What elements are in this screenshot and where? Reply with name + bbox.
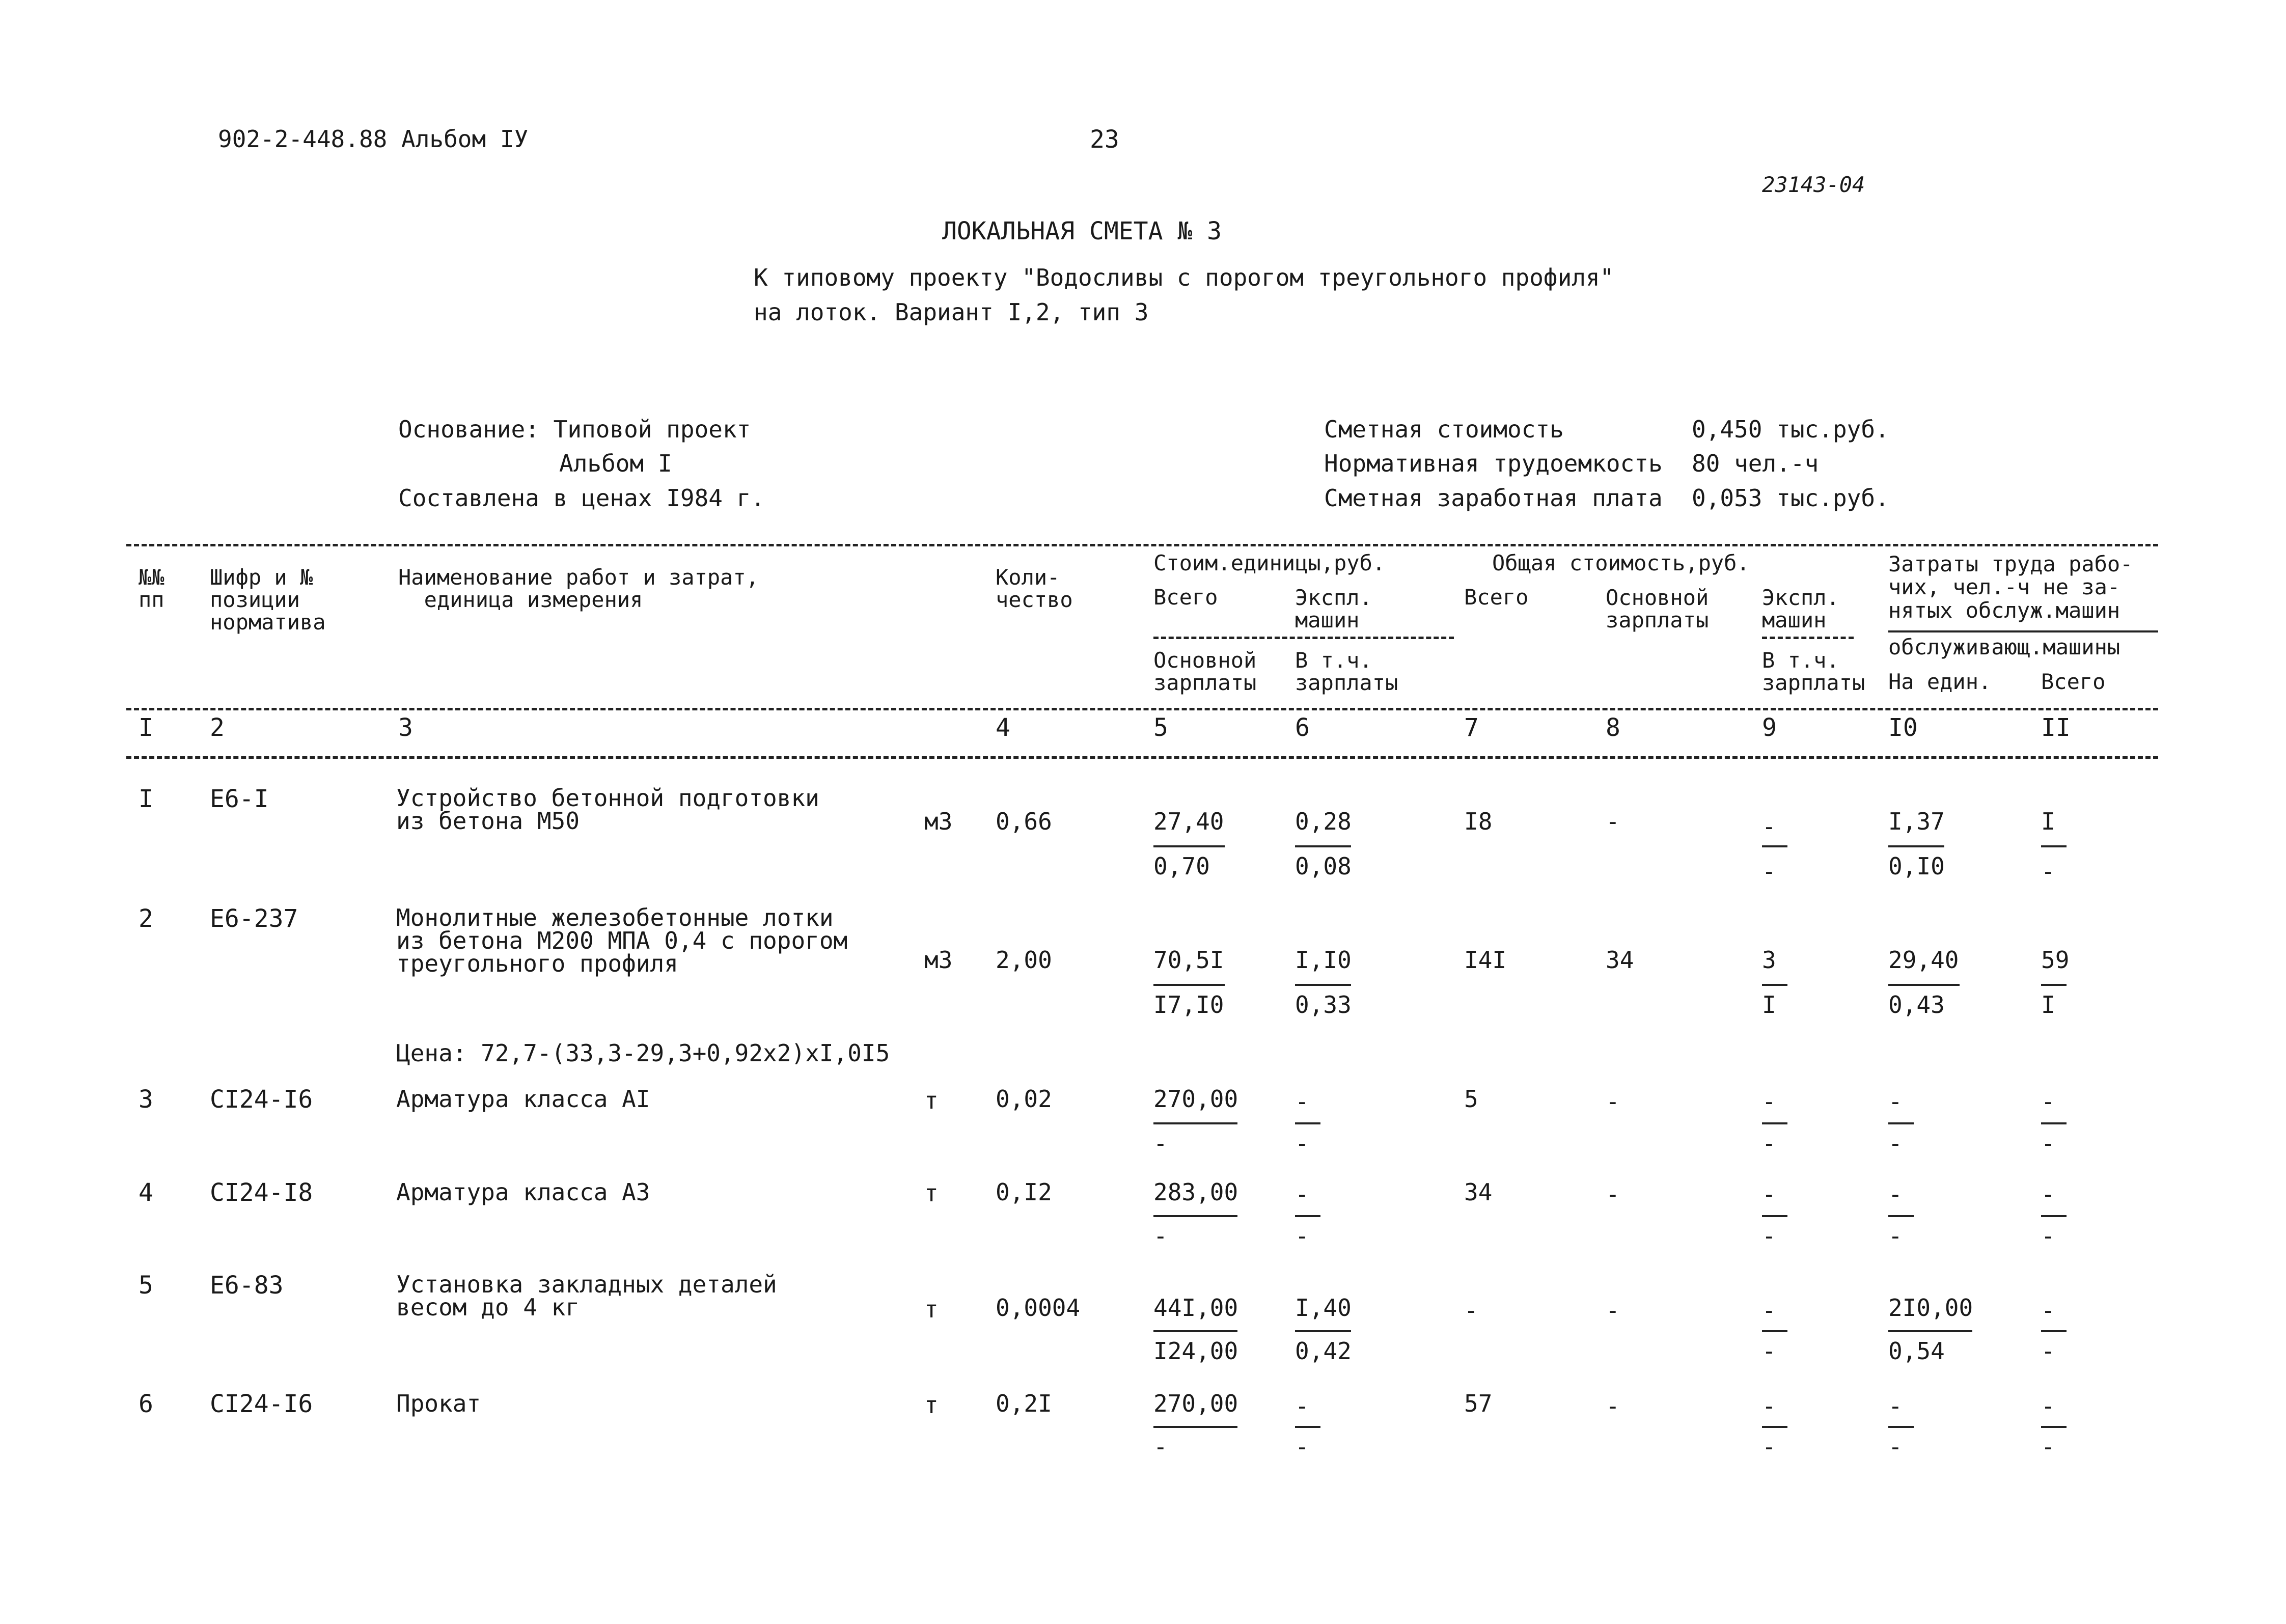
th-unit-cost-group: Стоим.единицы,руб. bbox=[1153, 550, 1386, 575]
header-bottom-rule bbox=[126, 756, 2158, 759]
fraction-bar bbox=[1762, 845, 1787, 847]
page-number: 23 bbox=[1090, 125, 1119, 154]
col-number: 4 bbox=[996, 713, 1010, 742]
wage-label: Сметная заработная плата bbox=[1324, 484, 1663, 512]
unit-cost-wage: I7,I0 bbox=[1153, 991, 1224, 1019]
cost-value: 0,450 тыс.руб. bbox=[1692, 416, 1889, 443]
fraction-bar bbox=[1888, 1122, 1914, 1124]
th-total-base-wage: Основной зарплаты bbox=[1606, 585, 1709, 633]
estimate-title: ЛОКАЛЬНАЯ СМЕТА № 3 bbox=[942, 217, 1222, 245]
total-machine-wage: - bbox=[1762, 1337, 1776, 1365]
labor-per-unit: 2I0,00 bbox=[1888, 1294, 1973, 1322]
total-machine-cost: - bbox=[1762, 1088, 1776, 1115]
header-top-rule bbox=[126, 544, 2158, 546]
unit-cost-wage: 0,70 bbox=[1153, 852, 1210, 880]
col-number: 8 bbox=[1606, 713, 1620, 742]
col-number: 6 bbox=[1295, 713, 1310, 742]
unit: т bbox=[924, 1296, 939, 1323]
fraction-bar bbox=[1888, 984, 1960, 986]
total-machine-cost: 3 bbox=[1762, 946, 1776, 974]
header-mid-rule-9 bbox=[1762, 637, 1854, 639]
total-base-wage: - bbox=[1606, 1297, 1620, 1324]
unit-machine-cost: I,40 bbox=[1295, 1294, 1352, 1322]
th-work-name: Наименование работ и затрат, единица измерения bbox=[398, 565, 759, 613]
th-total-cost-group: Общая стоимость,руб. bbox=[1492, 550, 1750, 575]
unit: т bbox=[924, 1087, 939, 1114]
labor-service-per-unit: - bbox=[1888, 1222, 1903, 1250]
unit-machine-cost: 0,28 bbox=[1295, 808, 1352, 835]
quantity: 0,66 bbox=[996, 808, 1052, 835]
fraction-bar bbox=[2041, 845, 2067, 847]
labor-label: Нормативная трудоемкость bbox=[1324, 450, 1663, 477]
total-cost: - bbox=[1464, 1297, 1478, 1324]
fraction-bar bbox=[2041, 1330, 2067, 1332]
norm-code: СI24-I8 bbox=[210, 1178, 313, 1207]
unit-cost-wage: - bbox=[1153, 1433, 1168, 1461]
col-number: 3 bbox=[398, 713, 413, 742]
unit-machine-wage: - bbox=[1295, 1130, 1309, 1157]
price-note: Цена: 72,7-(33,3-29,3+0,92х2)хI,0I5 bbox=[396, 1039, 890, 1067]
norm-code: Е6-I bbox=[210, 785, 269, 813]
total-machine-cost: - bbox=[1762, 1392, 1776, 1420]
work-name: Прокат bbox=[396, 1390, 481, 1417]
fraction-bar bbox=[2041, 984, 2067, 986]
norm-code: Е6-83 bbox=[210, 1271, 284, 1300]
th-norm-code: Шифр и № позиции норматива bbox=[210, 565, 326, 635]
work-name: Арматура класса АI bbox=[396, 1085, 650, 1113]
row-number: I bbox=[139, 785, 153, 813]
unit-machine-cost: - bbox=[1295, 1392, 1309, 1420]
basis-line3: Составлена в ценах I984 г. bbox=[398, 484, 765, 512]
estimate-subtitle-line2: на лоток. Вариант I,2, тип 3 bbox=[754, 298, 1149, 326]
labor-per-unit: - bbox=[1888, 1392, 1903, 1420]
labor-service-per-unit: 0,I0 bbox=[1888, 852, 1945, 880]
unit: м3 bbox=[924, 808, 953, 835]
th-unit-incl-wage: В т.ч. зарплаты bbox=[1295, 648, 1398, 696]
fraction-bar bbox=[1295, 1426, 1320, 1428]
fraction-bar bbox=[1153, 845, 1225, 847]
th-unit-machines: Экспл. машин bbox=[1295, 585, 1372, 633]
labor-service-per-unit: - bbox=[1888, 1130, 1903, 1157]
unit-machine-cost: - bbox=[1295, 1180, 1309, 1208]
fraction-bar bbox=[1295, 1122, 1320, 1124]
fraction-bar bbox=[1762, 1215, 1787, 1217]
wage-value: 0,053 тыс.руб. bbox=[1692, 484, 1889, 512]
work-name: Монолитные железобетонные лотки из бетона М200 МПА 0,4 с порогом треугольного профиля bbox=[396, 904, 848, 978]
fraction-bar bbox=[1762, 1426, 1787, 1428]
labor-total: - bbox=[2041, 1088, 2055, 1115]
row-number: 5 bbox=[139, 1271, 153, 1300]
labor-per-unit: I,37 bbox=[1888, 808, 1945, 835]
total-cost: I4I bbox=[1464, 946, 1507, 974]
total-base-wage: - bbox=[1606, 1392, 1620, 1420]
col-number: 7 bbox=[1464, 713, 1479, 742]
th-row-number: №№ пп bbox=[139, 565, 164, 613]
row-number: 4 bbox=[139, 1178, 153, 1207]
fraction-bar bbox=[1295, 1215, 1320, 1217]
unit-cost-wage: - bbox=[1153, 1222, 1168, 1250]
unit-cost-total: 44I,00 bbox=[1153, 1294, 1238, 1322]
quantity: 0,I2 bbox=[996, 1178, 1052, 1206]
basis-line2: Альбом I bbox=[559, 450, 672, 477]
total-machine-wage: - bbox=[1762, 1433, 1776, 1461]
total-base-wage: - bbox=[1606, 808, 1620, 835]
norm-code: СI24-I6 bbox=[210, 1085, 313, 1114]
unit-machine-wage: 0,42 bbox=[1295, 1337, 1352, 1365]
labor-service-total: - bbox=[2041, 1130, 2055, 1157]
col-number: 5 bbox=[1153, 713, 1168, 742]
estimate-subtitle-line1: К типовому проекту "Водосливы с порогом треугольного профиля" bbox=[754, 264, 1614, 291]
total-machine-cost: - bbox=[1762, 1180, 1776, 1208]
row-number: 6 bbox=[139, 1390, 153, 1418]
fraction-bar bbox=[1888, 1330, 1972, 1332]
unit-machine-wage: - bbox=[1295, 1433, 1309, 1461]
fraction-bar bbox=[1153, 1122, 1237, 1124]
fraction-bar bbox=[1762, 984, 1787, 986]
th-total-machines: Экспл. машин bbox=[1762, 585, 1839, 633]
fraction-bar bbox=[1153, 1215, 1237, 1217]
total-machine-wage: - bbox=[1762, 1222, 1776, 1250]
header-labor-rule bbox=[1888, 630, 2158, 632]
unit-machine-wage: - bbox=[1295, 1222, 1309, 1250]
unit: т bbox=[924, 1391, 939, 1419]
unit-cost-wage: - bbox=[1153, 1130, 1168, 1157]
quantity: 0,02 bbox=[996, 1085, 1052, 1113]
labor-value: 80 чел.-ч bbox=[1692, 450, 1819, 477]
total-machine-wage: - bbox=[1762, 858, 1776, 885]
fraction-bar bbox=[1153, 1426, 1237, 1428]
header-numbers-top-rule bbox=[126, 708, 2158, 710]
header-mid-rule bbox=[1153, 637, 1454, 639]
th-total-all: Всего bbox=[1464, 585, 1529, 610]
labor-total: - bbox=[2041, 1392, 2055, 1420]
fraction-bar bbox=[1888, 845, 1944, 847]
unit: т bbox=[924, 1179, 939, 1207]
fraction-bar bbox=[1888, 1215, 1914, 1217]
th-labor-total: Всего bbox=[2041, 669, 2106, 694]
th-quantity: Коли- чество bbox=[996, 565, 1073, 613]
th-labor-service: обслуживающ.машины bbox=[1888, 635, 2120, 659]
labor-per-unit: - bbox=[1888, 1180, 1903, 1208]
labor-total: - bbox=[2041, 1180, 2055, 1208]
unit-machine-wage: 0,33 bbox=[1295, 991, 1352, 1019]
unit-cost-total: 283,00 bbox=[1153, 1178, 1238, 1206]
total-base-wage: 34 bbox=[1606, 946, 1634, 974]
total-cost: 57 bbox=[1464, 1390, 1493, 1417]
work-name: Установка закладных деталей весом до 4 кг bbox=[396, 1271, 777, 1322]
th-unit-base-wage: Основной зарплаты bbox=[1153, 648, 1257, 696]
fraction-bar bbox=[1295, 1330, 1351, 1332]
unit-cost-total: 70,5I bbox=[1153, 946, 1224, 974]
unit-machine-cost: I,I0 bbox=[1295, 946, 1352, 974]
col-number: 2 bbox=[210, 713, 225, 742]
labor-per-unit: 29,40 bbox=[1888, 946, 1959, 974]
unit-cost-total: 270,00 bbox=[1153, 1390, 1238, 1417]
labor-service-total: - bbox=[2041, 1433, 2055, 1461]
fraction-bar bbox=[2041, 1122, 2067, 1124]
fraction-bar bbox=[1888, 1426, 1914, 1428]
labor-service-total: - bbox=[2041, 858, 2055, 885]
labor-total: 59 bbox=[2041, 946, 2070, 974]
norm-code: Е6-237 bbox=[210, 904, 298, 933]
labor-service-per-unit: - bbox=[1888, 1433, 1903, 1461]
row-number: 2 bbox=[139, 904, 153, 933]
th-labor-per-unit: На един. bbox=[1888, 669, 1992, 694]
unit-machine-cost: - bbox=[1295, 1088, 1309, 1115]
unit-machine-wage: 0,08 bbox=[1295, 852, 1352, 880]
total-machine-cost: - bbox=[1762, 1297, 1776, 1324]
labor-total: - bbox=[2041, 1297, 2055, 1324]
labor-service-total: - bbox=[2041, 1222, 2055, 1250]
total-machine-wage: I bbox=[1762, 991, 1776, 1019]
col-number: I0 bbox=[1888, 713, 1918, 742]
quantity: 0,2I bbox=[996, 1390, 1052, 1417]
th-total-incl-wage: В т.ч. зарплаты bbox=[1762, 648, 1865, 696]
unit: м3 bbox=[924, 946, 953, 974]
fraction-bar bbox=[1153, 1330, 1237, 1332]
labor-service-total: I bbox=[2041, 991, 2055, 1019]
labor-service-per-unit: 0,54 bbox=[1888, 1337, 1945, 1365]
labor-per-unit: - bbox=[1888, 1088, 1903, 1115]
fraction-bar bbox=[1153, 984, 1225, 986]
labor-service-total: - bbox=[2041, 1337, 2055, 1365]
unit-cost-total: 270,00 bbox=[1153, 1085, 1238, 1113]
total-cost: 5 bbox=[1464, 1085, 1478, 1113]
fraction-bar bbox=[1762, 1330, 1787, 1332]
basis-line1: Основание: Типовой проект bbox=[398, 416, 751, 443]
total-machine-cost: - bbox=[1762, 813, 1776, 840]
inventory-number: 23143-04 bbox=[1762, 172, 1865, 197]
fraction-bar bbox=[2041, 1215, 2067, 1217]
total-machine-wage: - bbox=[1762, 1130, 1776, 1157]
labor-service-per-unit: 0,43 bbox=[1888, 991, 1945, 1019]
total-base-wage: - bbox=[1606, 1180, 1620, 1208]
th-unit-total: Всего bbox=[1153, 585, 1218, 610]
fraction-bar bbox=[1295, 984, 1351, 986]
document-code: 902-2-448.88 Альбом IУ bbox=[218, 125, 529, 153]
fraction-bar bbox=[2041, 1426, 2067, 1428]
total-cost: I8 bbox=[1464, 808, 1493, 835]
work-name: Устройство бетонной подготовки из бетона М50 bbox=[396, 784, 819, 835]
th-labor-group: Затраты труда рабо- чих, чел.-ч не за- нятых обслуж.машин bbox=[1888, 552, 2133, 623]
norm-code: СI24-I6 bbox=[210, 1390, 313, 1418]
unit-cost-wage: I24,00 bbox=[1153, 1337, 1238, 1365]
labor-total: I bbox=[2041, 808, 2055, 835]
row-number: 3 bbox=[139, 1085, 153, 1114]
quantity: 0,0004 bbox=[996, 1294, 1081, 1322]
unit-cost-total: 27,40 bbox=[1153, 808, 1224, 835]
fraction-bar bbox=[1295, 845, 1351, 847]
col-number: I bbox=[139, 713, 153, 742]
total-base-wage: - bbox=[1606, 1088, 1620, 1115]
cost-label: Сметная стоимость bbox=[1324, 416, 1564, 443]
total-cost: 34 bbox=[1464, 1178, 1493, 1206]
col-number: II bbox=[2041, 713, 2071, 742]
quantity: 2,00 bbox=[996, 946, 1052, 974]
fraction-bar bbox=[1762, 1122, 1787, 1124]
col-number: 9 bbox=[1762, 713, 1777, 742]
work-name: Арматура класса А3 bbox=[396, 1178, 650, 1206]
